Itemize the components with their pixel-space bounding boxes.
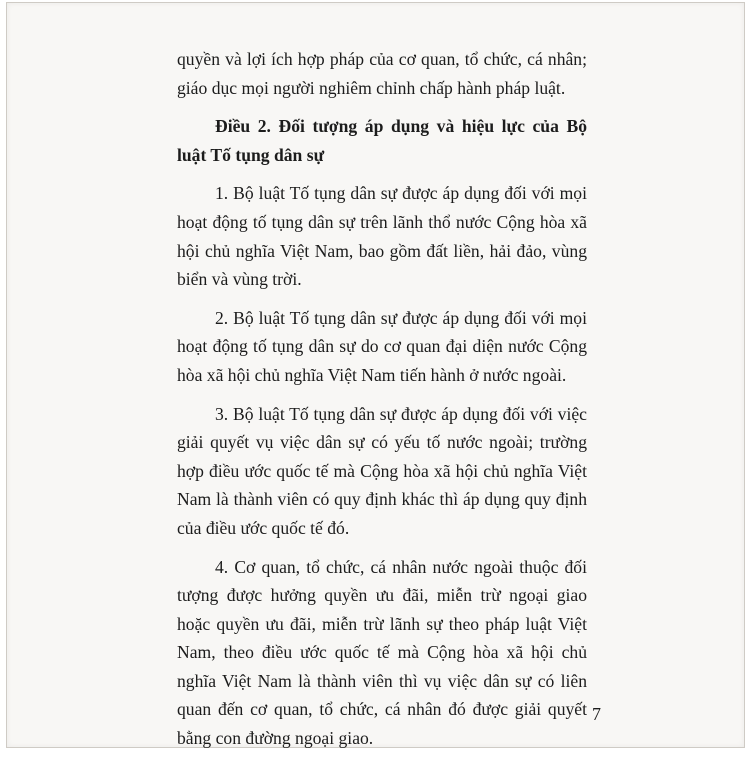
clause-4: 4. Cơ quan, tổ chức, cá nhân nước ngoài thuộc đối tượng được hưởng quyền ưu đãi, miễn trừ ngoại giao hoặc quyền ưu đãi, miễn trừ lãnh sự theo pháp luật Việt Nam, theo điều ước quốc tế mà Cộng hòa xã hội chủ nghĩa Việt Nam là thành viên thì vụ việc dân sự có liên quan đến cơ quan, tổ chức, cá nhân đó được giải quyết bằng con đường ngoại giao. bbox=[177, 556, 587, 749]
clause-1: 1. Bộ luật Tố tụng dân sự được áp dụng đối với mọi hoạt động tố tụng dân sự trên lãnh thổ nước Cộng hòa xã hội chủ nghĩa Việt Nam, bao gồm đất liền, hải đảo, vùng biển và vùng trời. bbox=[177, 183, 587, 290]
page-number: 7 bbox=[592, 704, 601, 724]
clause-2: 2. Bộ luật Tố tụng dân sự được áp dụng đối với mọi hoạt động tố tụng dân sự do cơ quan đại diện nước Cộng hòa xã hội chủ nghĩa Việt Nam tiến hành ở nước ngoài. bbox=[177, 307, 587, 385]
page-body bbox=[177, 45, 587, 763]
book-page bbox=[6, 2, 745, 748]
intro-paragraph: quyền và lợi ích hợp pháp của cơ quan, tổ chức, cá nhân; giáo dục mọi người nghiêm chỉnh chấp hành pháp luật. bbox=[177, 49, 587, 98]
clause-3: 3. Bộ luật Tố tụng dân sự được áp dụng đối với việc giải quyết vụ việc dân sự có yếu tố nước ngoài; trường hợp điều ước quốc tế mà Cộng hòa xã hội chủ nghĩa Việt Nam là thành viên có quy định khác thì áp dụng quy định của điều ước quốc tế đó. bbox=[177, 403, 587, 538]
article-heading: Điều 2. Đối tượng áp dụng và hiệu lực của Bộ luật Tố tụng dân sự bbox=[177, 116, 587, 165]
